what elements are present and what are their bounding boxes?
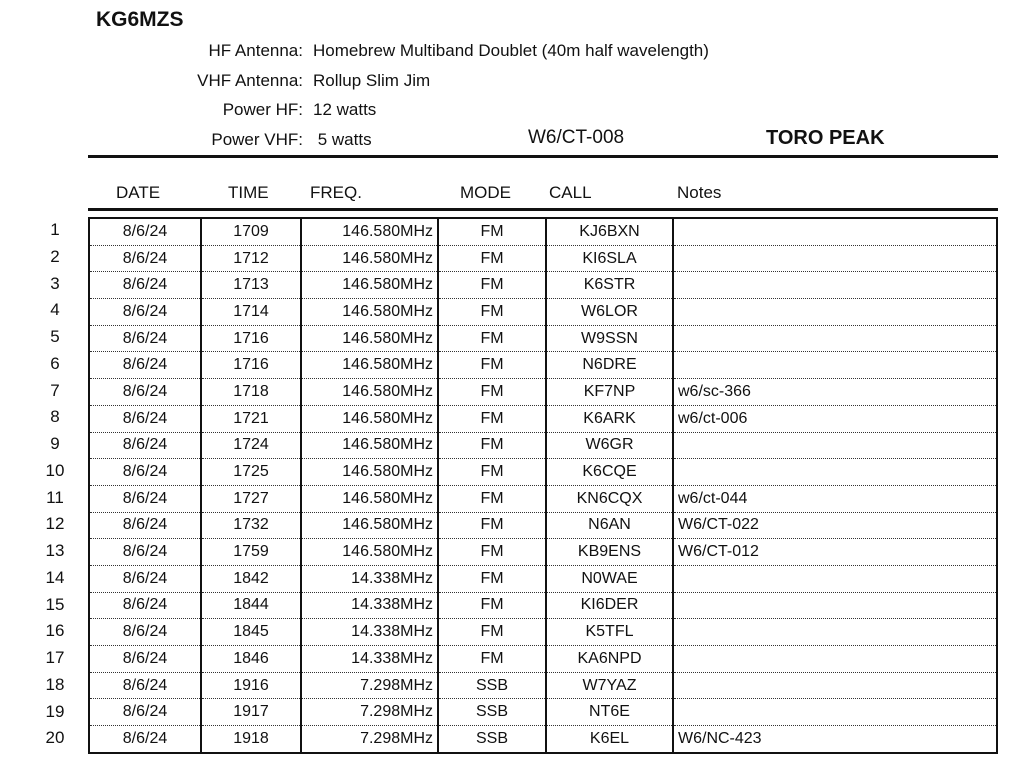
cell-time: 1725: [201, 459, 301, 486]
cell-frequency: 146.580MHz: [301, 352, 438, 379]
row-number: 14: [45, 567, 65, 587]
cell-notes: [673, 299, 997, 326]
cell-mode: FM: [438, 325, 546, 352]
cell-mode: FM: [438, 539, 546, 566]
cell-time: 1845: [201, 619, 301, 646]
row-number: 13: [45, 541, 65, 560]
cell-callsign: NT6E: [546, 699, 673, 726]
table-row: [89, 352, 997, 379]
column-header-time: TIME: [228, 183, 269, 202]
row-number: 11: [46, 487, 64, 507]
cell-callsign: N0WAE: [546, 565, 673, 592]
cell-frequency: 146.580MHz: [301, 245, 438, 272]
cell-callsign: W9SSN: [546, 325, 673, 352]
cell-notes: W6/CT-012: [673, 539, 997, 566]
cell-frequency: 7.298MHz: [301, 672, 438, 699]
cell-notes: [673, 619, 997, 646]
cell-mode: SSB: [438, 672, 546, 699]
vhf-antenna-value: Rollup Slim Jim: [313, 71, 431, 90]
cell-mode: FM: [438, 405, 546, 432]
cell-callsign: K6CQE: [546, 459, 673, 486]
column-header-mode: MODE: [460, 183, 511, 202]
cell-callsign: KI6SLA: [546, 245, 673, 272]
row-number: 9: [50, 434, 60, 453]
row-number: 2: [50, 246, 60, 266]
cell-notes: [673, 672, 997, 699]
power-hf-label: Power HF:: [222, 100, 303, 119]
power-hf-value: 12 watts: [313, 100, 377, 119]
cell-frequency: 146.580MHz: [301, 272, 438, 299]
row-number: 10: [45, 460, 65, 480]
cell-frequency: 146.580MHz: [301, 379, 438, 406]
cell-frequency: 7.298MHz: [301, 726, 438, 753]
table-row: [89, 592, 997, 619]
cell-notes: [673, 565, 997, 592]
table-row: [89, 672, 997, 699]
cell-callsign: KA6NPD: [546, 646, 673, 673]
cell-mode: FM: [438, 245, 546, 272]
row-number: 19: [45, 701, 65, 721]
row-number: 6: [50, 353, 60, 373]
cell-date: 8/6/24: [89, 405, 201, 432]
table-row: [89, 646, 997, 673]
column-header-divider: [88, 208, 998, 211]
header-divider: [88, 155, 998, 158]
cell-date: 8/6/24: [89, 379, 201, 406]
cell-time: 1759: [201, 539, 301, 566]
row-number: 8: [50, 407, 60, 427]
cell-time: 1916: [201, 672, 301, 699]
row-number: 20: [45, 728, 65, 748]
row-number: 7: [50, 380, 60, 400]
table-row: [89, 325, 997, 352]
cell-time: 1714: [201, 299, 301, 326]
table-row: [89, 485, 997, 512]
cell-callsign: K6STR: [546, 272, 673, 299]
cell-time: 1842: [201, 565, 301, 592]
row-number: 3: [50, 273, 60, 293]
cell-mode: FM: [438, 646, 546, 673]
vhf-antenna-label: VHF Antenna:: [197, 71, 303, 90]
cell-mode: FM: [438, 379, 546, 406]
cell-mode: SSB: [438, 726, 546, 753]
cell-date: 8/6/24: [89, 539, 201, 566]
cell-mode: FM: [438, 485, 546, 512]
table-row: [89, 565, 997, 592]
row-number: 12: [45, 514, 65, 534]
cell-time: 1917: [201, 699, 301, 726]
cell-mode: FM: [438, 459, 546, 486]
cell-notes: [673, 592, 997, 619]
cell-notes: [673, 272, 997, 299]
power-vhf-value: 5 watts: [313, 130, 372, 149]
table-row: [89, 299, 997, 326]
cell-time: 1716: [201, 325, 301, 352]
qso-log-table: [88, 217, 998, 754]
cell-callsign: KJ6BXN: [546, 218, 673, 245]
table-row: [89, 405, 997, 432]
cell-time: 1709: [201, 218, 301, 245]
cell-frequency: 7.298MHz: [301, 699, 438, 726]
cell-date: 8/6/24: [89, 459, 201, 486]
cell-mode: FM: [438, 432, 546, 459]
cell-notes: W6/CT-022: [673, 512, 997, 539]
table-row: [89, 432, 997, 459]
cell-callsign: N6DRE: [546, 352, 673, 379]
row-number: 16: [45, 621, 65, 641]
cell-date: 8/6/24: [89, 272, 201, 299]
column-header-freq: FREQ.: [310, 183, 362, 202]
cell-mode: FM: [438, 565, 546, 592]
cell-time: 1712: [201, 245, 301, 272]
cell-callsign: W6GR: [546, 432, 673, 459]
cell-frequency: 14.338MHz: [301, 619, 438, 646]
cell-frequency: 146.580MHz: [301, 325, 438, 352]
cell-notes: W6/NC-423: [673, 726, 997, 753]
cell-frequency: 14.338MHz: [301, 646, 438, 673]
cell-callsign: KF7NP: [546, 379, 673, 406]
cell-frequency: 146.580MHz: [301, 459, 438, 486]
table-row: [89, 512, 997, 539]
cell-mode: FM: [438, 512, 546, 539]
cell-date: 8/6/24: [89, 299, 201, 326]
cell-callsign: K6EL: [546, 726, 673, 753]
cell-time: 1716: [201, 352, 301, 379]
cell-frequency: 14.338MHz: [301, 565, 438, 592]
table-row: [89, 539, 997, 566]
cell-time: 1721: [201, 405, 301, 432]
cell-time: 1724: [201, 432, 301, 459]
row-number: 4: [50, 300, 60, 320]
cell-time: 1732: [201, 512, 301, 539]
row-number: 5: [50, 327, 60, 346]
cell-notes: [673, 432, 997, 459]
summit-reference: W6/CT-008: [528, 127, 625, 148]
cell-notes: [673, 245, 997, 272]
cell-date: 8/6/24: [89, 512, 201, 539]
row-number: 17: [45, 648, 65, 667]
column-header-call: CALL: [549, 183, 592, 202]
table-row: [89, 699, 997, 726]
cell-date: 8/6/24: [89, 672, 201, 699]
cell-time: 1846: [201, 646, 301, 673]
cell-date: 8/6/24: [89, 699, 201, 726]
cell-callsign: K6ARK: [546, 405, 673, 432]
cell-notes: w6/sc-366: [673, 379, 997, 406]
cell-date: 8/6/24: [89, 565, 201, 592]
cell-time: 1718: [201, 379, 301, 406]
table-row: [89, 272, 997, 299]
cell-mode: FM: [438, 272, 546, 299]
cell-date: 8/6/24: [89, 592, 201, 619]
cell-date: 8/6/24: [89, 619, 201, 646]
row-number: 18: [45, 674, 65, 694]
table-row: [89, 459, 997, 486]
cell-frequency: 146.580MHz: [301, 432, 438, 459]
cell-notes: [673, 352, 997, 379]
cell-callsign: W7YAZ: [546, 672, 673, 699]
cell-date: 8/6/24: [89, 485, 201, 512]
cell-frequency: 146.580MHz: [301, 299, 438, 326]
cell-date: 8/6/24: [89, 726, 201, 753]
summit-name: TORO PEAK: [766, 127, 885, 149]
cell-date: 8/6/24: [89, 245, 201, 272]
cell-notes: [673, 646, 997, 673]
cell-notes: w6/ct-006: [673, 405, 997, 432]
table-row: [89, 245, 997, 272]
cell-callsign: KN6CQX: [546, 485, 673, 512]
row-number: 1: [50, 220, 60, 239]
cell-time: 1844: [201, 592, 301, 619]
cell-frequency: 146.580MHz: [301, 539, 438, 566]
cell-callsign: N6AN: [546, 512, 673, 539]
operator-callsign: KG6MZS: [96, 8, 184, 31]
row-number: 15: [45, 594, 65, 614]
cell-date: 8/6/24: [89, 432, 201, 459]
table-row: [89, 619, 997, 646]
hf-antenna-label: HF Antenna:: [208, 41, 303, 60]
power-vhf-label: Power VHF:: [211, 130, 303, 149]
cell-date: 8/6/24: [89, 325, 201, 352]
cell-callsign: KI6DER: [546, 592, 673, 619]
cell-frequency: 146.580MHz: [301, 218, 438, 245]
cell-time: 1918: [201, 726, 301, 753]
cell-notes: w6/ct-044: [673, 485, 997, 512]
cell-mode: FM: [438, 218, 546, 245]
cell-date: 8/6/24: [89, 218, 201, 245]
cell-mode: FM: [438, 619, 546, 646]
table-row: [89, 379, 997, 406]
hf-antenna-value: Homebrew Multiband Doublet (40m half wavelength): [313, 41, 709, 60]
cell-time: 1727: [201, 485, 301, 512]
cell-notes: [673, 699, 997, 726]
cell-notes: [673, 325, 997, 352]
cell-callsign: W6LOR: [546, 299, 673, 326]
cell-date: 8/6/24: [89, 646, 201, 673]
cell-frequency: 146.580MHz: [301, 512, 438, 539]
column-header-notes: Notes: [677, 183, 722, 202]
table-row: [89, 726, 997, 753]
column-header-date: DATE: [116, 183, 161, 202]
table-row: [89, 218, 997, 245]
cell-mode: FM: [438, 352, 546, 379]
cell-frequency: 146.580MHz: [301, 485, 438, 512]
cell-frequency: 146.580MHz: [301, 405, 438, 432]
cell-notes: [673, 459, 997, 486]
cell-frequency: 14.338MHz: [301, 592, 438, 619]
cell-notes: [673, 218, 997, 245]
cell-mode: SSB: [438, 699, 546, 726]
cell-callsign: K5TFL: [546, 619, 673, 646]
cell-date: 8/6/24: [89, 352, 201, 379]
cell-mode: FM: [438, 592, 546, 619]
cell-callsign: KB9ENS: [546, 539, 673, 566]
cell-mode: FM: [438, 299, 546, 326]
cell-time: 1713: [201, 272, 301, 299]
